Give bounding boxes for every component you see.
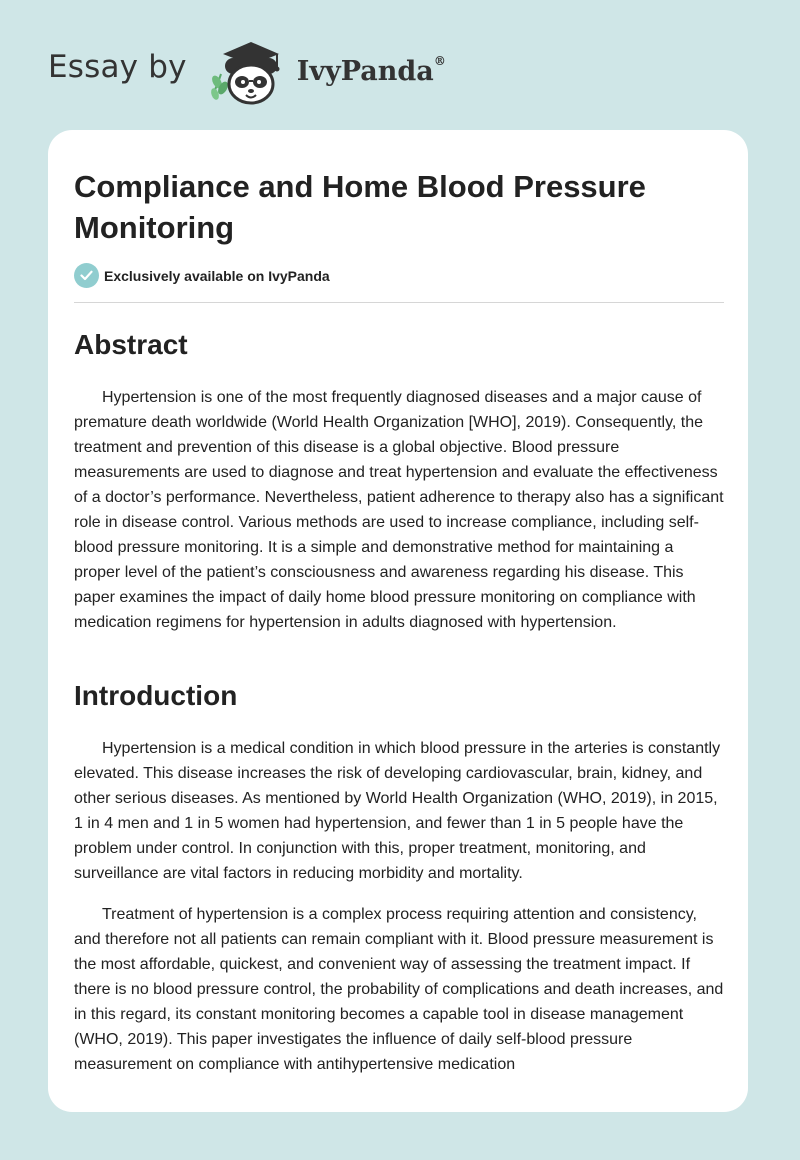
- page-title: Compliance and Home Blood Pressure Monitoring: [74, 169, 646, 245]
- brand-header[interactable]: [48, 36, 446, 108]
- brand-name-text: IvyPanda: [296, 55, 434, 87]
- registered-mark: ®: [433, 53, 446, 68]
- panda-logo-icon: [203, 36, 295, 108]
- section-heading-abstract: Abstract: [74, 329, 188, 360]
- divider: [74, 302, 724, 303]
- brand-prefix: Essay by: [48, 49, 187, 85]
- section-heading-introduction: Introduction: [74, 680, 238, 711]
- exclusive-label: Exclusively available on IvyPanda: [104, 267, 330, 284]
- introduction-paragraph-1: Hypertension is a medical condition in which blood pressure in the arteries is constantly elevated. This disease increases the risk of developing cardiovascular, brain, kidney, and other serious diseases. As mentioned by World Health Organization (WHO, 2019), in 2015, 1 in 4 men and 1 in 5 women had hypertension, and fewer than 1 in 5 people have the problem under control. In conjunction with this, proper treatment, monitoring, and surveillance are vital factors in reducing morbidity and mortality.: [74, 740, 721, 882]
- checkmark-icon: [74, 263, 99, 288]
- brand-name: [296, 53, 446, 87]
- abstract-paragraph: Hypertension is one of the most frequently diagnosed diseases and a major cause of premature death worldwide (World Health Organization [WHO], 2019). Consequently, the treatment and prevention of this disease is a global objective. Blood pressure measurements are used to diagnose and treat hypertension and evaluate the effectiveness of a doctor’s performance. Nevertheless, patient adherence to therapy also has a significant role in disease control. Various methods are used to increase compliance, including self-blood pressure monitoring. It is a simple and demonstrative method for maintaining a proper level of the patient’s consciousness and awareness regarding his disease. This paper examines the impact of daily home blood pressure monitoring on compliance with medication regimens for hypertension in adults diagnosed with hypertension.: [74, 389, 724, 631]
- exclusive-badge: [74, 263, 330, 288]
- essay-card: [48, 130, 748, 1112]
- introduction-paragraph-2: Treatment of hypertension is a complex process requiring attention and consistency, and therefore not all patients can remain compliant with it. Blood pressure measurement is the most affordable, quickest, and convenient way of assessing the treatment impact. If there is no blood pressure control, the probability of complications and death increases, and in this regard, its constant monitoring becomes a capable tool in disease management (WHO, 2019). This paper investigates the influence of daily self-blood pressure measurement on compliance with antihypertensive medication: [74, 906, 724, 1073]
